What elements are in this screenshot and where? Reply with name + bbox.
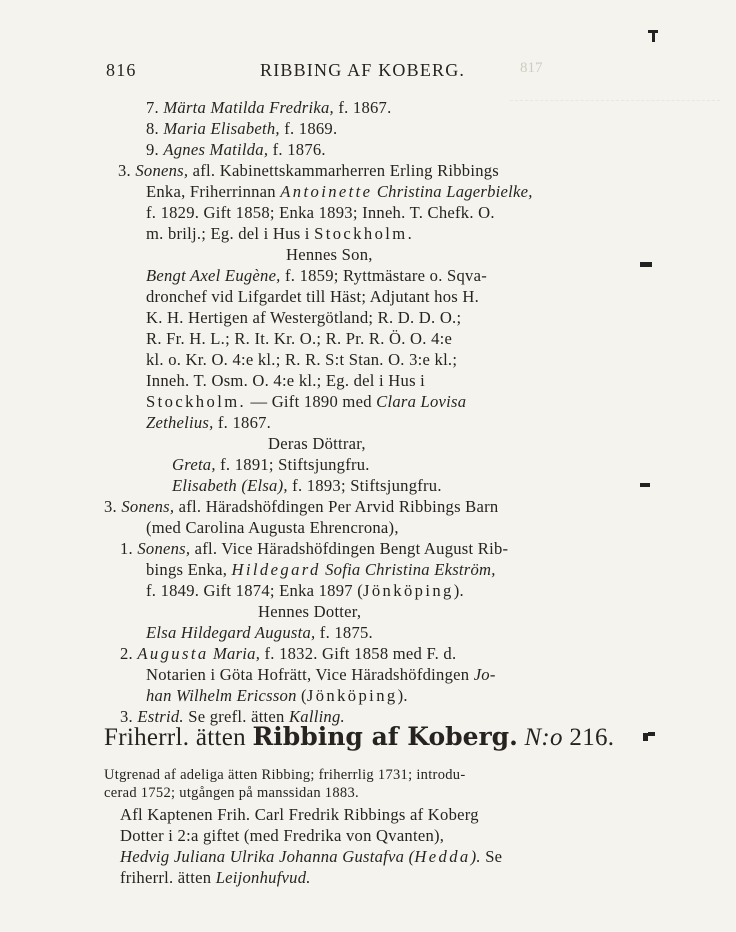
text-line xyxy=(120,826,444,846)
text-segment: ). xyxy=(470,847,481,866)
text-segment: Clara Lovisa xyxy=(376,392,467,411)
text-segment: Sonens, xyxy=(135,161,189,180)
text-segment: f. 1859; Ryttmästare o. Sqva- xyxy=(280,266,487,285)
text-segment: Märta Matilda Fredrika, xyxy=(163,98,334,117)
text-line xyxy=(146,371,425,391)
text-line xyxy=(172,476,442,496)
text-segment: Antoinette xyxy=(280,182,373,201)
text-segment: f. 1867. xyxy=(213,413,272,432)
text-line xyxy=(120,644,456,664)
text-segment: Elsa Hildegard Augusta, xyxy=(146,623,316,642)
text-segment: Agnes Matilda, xyxy=(163,140,269,159)
text-segment: Zethelius, xyxy=(146,413,214,432)
text-segment: han Wilhelm Ericsson xyxy=(146,686,297,705)
text-segment: — Gift 1890 med xyxy=(246,392,377,411)
text-segment: Sonens, xyxy=(137,539,191,558)
text-segment: f. 1876. xyxy=(268,140,326,159)
text-segment: ). xyxy=(453,581,464,600)
text-line xyxy=(146,308,461,328)
text-segment: ). xyxy=(397,686,408,705)
text-segment: afl. Kabinettskammarherren Erling Ribbings xyxy=(188,161,500,180)
text-segment: Christina Lagerbielke, xyxy=(376,182,533,201)
text-line xyxy=(286,245,373,265)
text-line xyxy=(146,203,495,223)
text-line xyxy=(146,266,487,286)
text-segment: Kalling. xyxy=(288,707,345,726)
text-segment: 2. xyxy=(120,644,138,663)
text-segment: bings Enka, xyxy=(146,560,232,579)
text-segment: 3. xyxy=(120,707,138,726)
scan-mark xyxy=(648,732,655,736)
text-line xyxy=(146,623,373,643)
show-through-text: 817 xyxy=(520,60,543,76)
text-segment: 1. xyxy=(120,539,138,558)
text-line xyxy=(146,119,337,139)
text-line xyxy=(258,602,361,622)
text-segment: Hedvig Juliana Ulrika Johanna Gustafva ( xyxy=(120,847,415,866)
text-line xyxy=(104,765,465,785)
text-segment: Friherrl. ätten xyxy=(104,724,253,751)
text-segment: 3. xyxy=(104,497,122,516)
text-segment: R. Fr. H. L.; R. It. Kr. O.; R. Pr. R. Ö. O. 4:e xyxy=(146,329,453,348)
text-segment: 216. xyxy=(562,724,615,751)
text-segment: f. 1869. xyxy=(279,119,338,138)
text-segment: Augusta xyxy=(137,644,209,663)
text-segment: Bengt Axel Eugène, xyxy=(146,266,281,285)
text-segment: N:o xyxy=(524,724,563,751)
text-segment: 9. xyxy=(146,140,164,159)
text-segment: Dotter i 2:a giftet (med Fredrika von Qvanten), xyxy=(120,826,445,845)
text-segment: f. 1875. xyxy=(315,623,373,642)
text-segment: Hildegard xyxy=(231,560,321,579)
text-segment: Maria Elisabeth, xyxy=(163,119,280,138)
text-segment: Notarien i Göta Hofrätt, Vice Häradshöfdingen xyxy=(146,665,474,684)
text-segment: Hennes Son, xyxy=(286,245,373,264)
text-segment: Jönköping xyxy=(363,581,454,600)
text-line xyxy=(146,518,399,538)
text-segment: Enka, Friherrinnan xyxy=(146,182,281,201)
text-segment: dronchef vid Lifgardet till Häst; Adjutant hos H. xyxy=(146,287,480,306)
text-segment: Hedda xyxy=(414,847,471,866)
text-segment: Greta, xyxy=(172,455,216,474)
text-segment: f. 1893; Stiftsjungfru. xyxy=(287,476,442,495)
text-segment: Inneh. T. Osm. O. 4:e kl.; Eg. del i Hus i xyxy=(146,371,426,390)
text-segment: afl. Vice Häradshöfdingen Bengt August Rib- xyxy=(190,539,509,558)
text-line xyxy=(268,434,366,454)
text-segment: Se grefl. ätten xyxy=(183,707,289,726)
text-segment: 8. xyxy=(146,119,164,138)
text-line xyxy=(146,581,464,601)
text-line xyxy=(146,287,479,307)
text-line xyxy=(104,783,359,803)
text-line xyxy=(118,161,499,181)
text-segment: m. brilj.; Eg. del i Hus i xyxy=(146,224,315,243)
running-title: RIBBING AF KOBERG. xyxy=(260,60,466,80)
text-segment: Stockholm. xyxy=(314,224,415,243)
text-line xyxy=(104,497,498,517)
text-segment: Se xyxy=(480,847,503,866)
text-segment: K. H. Hertigen af Westergötland; R. D. D. O.; xyxy=(146,308,462,327)
text-segment: Sonens, xyxy=(121,497,175,516)
text-segment: Estrid. xyxy=(137,707,184,726)
text-segment: f. 1891; Stiftsjungfru. xyxy=(215,455,370,474)
text-segment: 3. xyxy=(118,161,136,180)
text-line xyxy=(146,182,533,202)
scan-mark xyxy=(640,483,650,487)
text-segment: Hennes Dotter, xyxy=(258,602,362,621)
text-line xyxy=(146,98,392,118)
text-line xyxy=(146,413,271,433)
text-segment: Afl Kaptenen Frih. Carl Fredrik Ribbings af Koberg xyxy=(120,805,479,824)
text-segment: Utgrenad af adeliga ätten Ribbing; friherrlig 1731; introdu- xyxy=(104,767,466,783)
text-segment: afl. Häradshöfdingen Per Arvid Ribbings Barn xyxy=(174,497,499,516)
text-line xyxy=(146,686,408,706)
text-segment: Jönköping xyxy=(306,686,398,705)
text-segment: Leijonhufvud. xyxy=(215,868,311,887)
text-line xyxy=(146,140,326,160)
text-segment: (med Carolina Augusta Ehrencrona), xyxy=(146,518,399,537)
text-line xyxy=(120,539,508,559)
text-segment: Elisabeth (Elsa), xyxy=(172,476,288,495)
text-line xyxy=(120,847,502,867)
text-segment: Sofia Christina Ekström, xyxy=(325,560,496,579)
text-segment: f. 1832. Gift 1858 med F. d. xyxy=(260,644,457,663)
text-segment: cerad 1752; utgången på manssidan 1883. xyxy=(104,785,359,801)
text-segment: ( xyxy=(296,686,307,705)
text-line xyxy=(146,560,496,580)
text-segment: Jo- xyxy=(473,665,496,684)
text-segment: f. 1829. Gift 1858; Enka 1893; Inneh. T. Chefk. O. xyxy=(146,203,495,222)
show-through-area xyxy=(510,100,720,221)
text-segment: Maria, xyxy=(212,644,261,663)
text-segment: kl. o. Kr. O. 4:e kl.; R. R. S:t Stan. O. 3:e kl.; xyxy=(146,350,458,369)
scan-mark xyxy=(640,262,652,267)
text-line xyxy=(146,392,466,412)
text-segment: f. 1849. Gift 1874; Enka 1897 ( xyxy=(146,581,363,600)
text-line xyxy=(146,224,414,244)
text-segment: Deras Döttrar, xyxy=(268,434,366,453)
text-line xyxy=(172,455,370,475)
text-line xyxy=(146,350,457,370)
text-line xyxy=(120,805,479,825)
text-segment: friherrl. ätten xyxy=(120,868,216,887)
text-segment: 7. xyxy=(146,98,164,117)
text-line xyxy=(120,868,311,888)
text-segment: Ribbing af Koberg. xyxy=(252,722,518,751)
scan-mark xyxy=(652,30,655,42)
text-line xyxy=(146,665,496,685)
section-heading xyxy=(104,722,615,751)
text-segment: f. 1867. xyxy=(333,98,392,117)
page-number: 816 xyxy=(106,60,137,80)
text-line xyxy=(146,329,452,349)
text-segment: Stockholm. xyxy=(146,392,247,411)
